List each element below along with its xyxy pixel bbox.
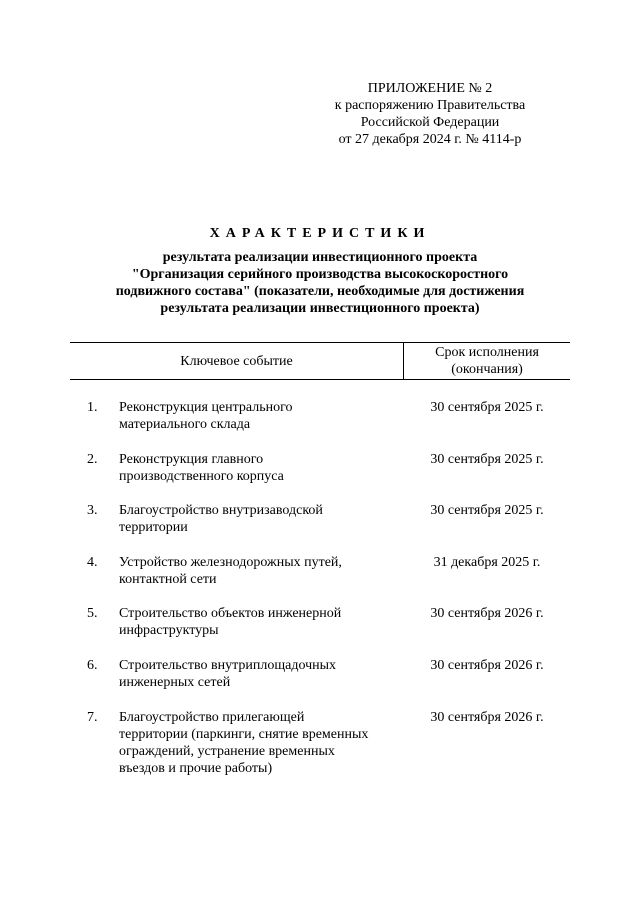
row-event-line: инженерных сетей — [119, 675, 231, 690]
row-number: 2. — [87, 452, 98, 467]
row-event-line: ограждений, устранение временных — [119, 744, 335, 759]
row-number: 4. — [87, 555, 98, 570]
table-top-rule — [70, 342, 570, 343]
document-subtitle — [70, 249, 570, 317]
row-number: 6. — [87, 658, 98, 673]
row-event-line: Строительство объектов инженерной — [119, 606, 342, 621]
row-event-line: Реконструкция главного — [119, 452, 264, 467]
appendix-header — [300, 80, 560, 148]
appendix-date-number: от 27 декабря 2024 г. № 4114-р — [338, 132, 522, 147]
row-event — [119, 657, 399, 691]
appendix-reference: к распоряжению Правительства — [334, 98, 526, 113]
row-event — [119, 399, 399, 433]
row-event-line: Благоустройство прилегающей — [119, 710, 305, 725]
column-header-event: Ключевое событие — [180, 354, 293, 369]
subtitle-line: подвижного состава" (показатели, необходимые для достижения — [115, 284, 525, 299]
subtitle-line: результата реализации инвестиционного проекта — [162, 250, 478, 265]
row-event-line: материального склада — [119, 417, 251, 432]
row-event-line: производственного корпуса — [119, 469, 284, 484]
subtitle-line: результата реализации инвестиционного проекта) — [160, 301, 480, 316]
row-event — [119, 605, 399, 639]
row-deadline: 30 сентября 2026 г. — [430, 606, 544, 621]
row-event-line: инфраструктуры — [119, 623, 219, 638]
row-number: 3. — [87, 503, 98, 518]
row-number: 5. — [87, 606, 98, 621]
row-deadline: 30 сентября 2025 г. — [430, 452, 544, 467]
column-header-deadline-line: Срок исполнения — [435, 345, 539, 360]
row-event-line: контактной сети — [119, 572, 217, 587]
column-header-deadline — [404, 344, 570, 378]
row-deadline: 30 сентября 2025 г. — [430, 400, 544, 415]
row-event-line: Устройство железнодорожных путей, — [119, 555, 342, 570]
row-number: 7. — [87, 710, 98, 725]
row-event-line: Строительство внутриплощадочных — [119, 658, 337, 673]
row-event-line: Благоустройство внутризаводской — [119, 503, 323, 518]
row-event-line: Реконструкция центрального — [119, 400, 293, 415]
row-event — [119, 709, 399, 777]
document-title: ХАРАКТЕРИСТИКИ — [209, 226, 431, 241]
row-deadline: 30 сентября 2025 г. — [430, 503, 544, 518]
row-event — [119, 554, 399, 588]
column-header-deadline-line: (окончания) — [451, 362, 523, 377]
row-number: 1. — [87, 400, 98, 415]
row-event — [119, 502, 399, 536]
row-event-line: въездов и прочие работы) — [119, 761, 273, 776]
row-event-line: территории — [119, 520, 188, 535]
table-header-rule — [70, 379, 570, 380]
appendix-authority: Российской Федерации — [360, 115, 500, 130]
row-deadline: 30 сентября 2026 г. — [430, 710, 544, 725]
subtitle-line: "Организация серийного производства высокоскоростного — [131, 267, 509, 282]
row-deadline: 31 декабря 2025 г. — [433, 555, 541, 570]
row-deadline: 30 сентября 2026 г. — [430, 658, 544, 673]
appendix-title: ПРИЛОЖЕНИЕ № 2 — [367, 81, 493, 96]
row-event-line: территории (паркинги, снятие временных — [119, 727, 369, 742]
row-event — [119, 451, 399, 485]
